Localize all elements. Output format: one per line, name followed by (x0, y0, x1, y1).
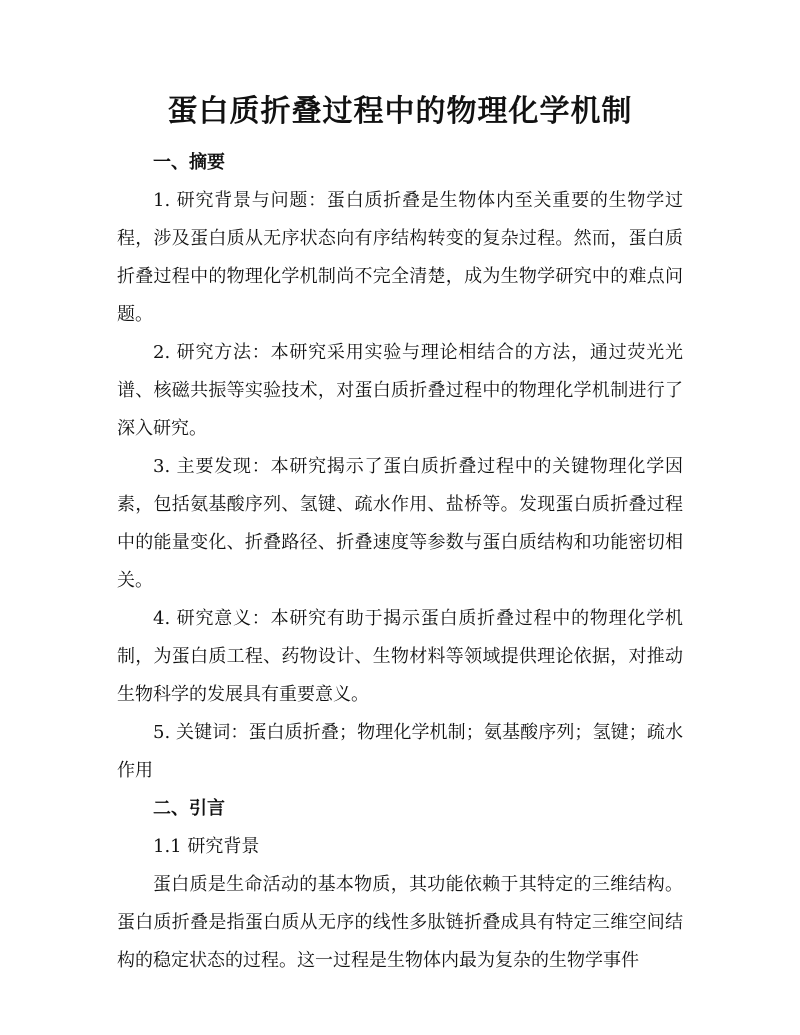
section-heading-introduction: 二、引言 (153, 798, 225, 819)
abstract-item-findings: 3. 主要发现：本研究揭示了蛋白质折叠过程中的关键物理化学因素，包括氨基酸序列、氢键、疏水作用、盐桥等。发现蛋白质折叠过程中的能量变化、折叠路径、折叠速度等参数与蛋白质结构和功能密切相关。 (117, 456, 683, 591)
document-body (117, 144, 683, 980)
abstract-item-keywords: 5. 关键词：蛋白质折叠；物理化学机制；氨基酸序列；氢键；疏水作用 (117, 722, 683, 781)
introduction-paragraph: 蛋白质是生命活动的基本物质，其功能依赖于其特定的三维结构。蛋白质折叠是指蛋白质从无序的线性多肽链折叠成具有特定三维空间结构的稳定状态的过程。这一过程是生物体内最为复杂的生物学事件 (117, 874, 683, 971)
abstract-item-background: 1. 研究背景与问题：蛋白质折叠是生物体内至关重要的生物学过程，涉及蛋白质从无序状态向有序结构转变的复杂过程。然而，蛋白质折叠过程中的物理化学机制尚不完全清楚，成为生物学研究中的难点问题。 (117, 190, 683, 325)
abstract-item-methods: 2. 研究方法：本研究采用实验与理论相结合的方法，通过荧光光谱、核磁共振等实验技术，对蛋白质折叠过程中的物理化学机制进行了深入研究。 (117, 342, 683, 439)
document-title: 蛋白质折叠过程中的物理化学机制 (167, 94, 633, 129)
abstract-item-significance: 4. 研究意义：本研究有助于揭示蛋白质折叠过程中的物理化学机制，为蛋白质工程、药物设计、生物材料等领域提供理论依据，对推动生物科学的发展具有重要意义。 (117, 608, 683, 705)
subsection-heading-background: 1.1 研究背景 (153, 836, 260, 857)
section-heading-abstract: 一、摘要 (153, 152, 225, 173)
